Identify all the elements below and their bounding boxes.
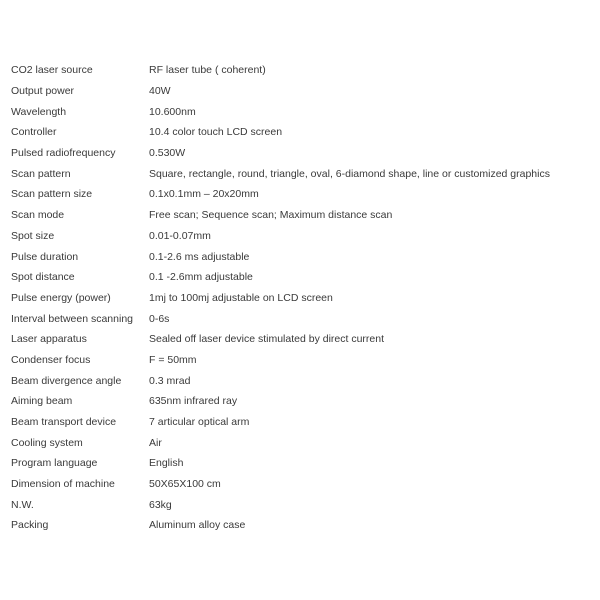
spec-row [11, 184, 591, 205]
spec-row [11, 350, 591, 371]
spec-label: Spot distance [11, 271, 75, 284]
spec-row [11, 226, 591, 247]
spec-label: Cooling system [11, 436, 83, 449]
spec-value: F = 50mm [149, 353, 197, 366]
spec-value: 0.3 mrad [149, 374, 191, 387]
spec-label: Controller [11, 126, 57, 139]
spec-value: 0-6s [149, 312, 170, 325]
spec-value: 50X65X100 cm [149, 478, 221, 491]
spec-row [11, 143, 591, 164]
spec-value: 0.1x0.1mm – 20x20mm [149, 188, 259, 201]
spec-value: Sealed off laser device stimulated by direct current [149, 333, 385, 346]
spec-row [11, 163, 591, 184]
spec-row [11, 474, 591, 495]
spec-row [11, 122, 591, 143]
spec-table-body [11, 60, 591, 536]
spec-value: 0.530W [149, 147, 186, 160]
spec-row [11, 453, 591, 474]
spec-label: Pulsed radiofrequency [11, 147, 116, 160]
spec-label: Beam transport device [11, 416, 117, 429]
spec-value: Air [149, 436, 162, 449]
spec-row [11, 370, 591, 391]
spec-label: Packing [11, 519, 49, 532]
spec-label: Scan pattern size [11, 188, 93, 201]
spec-value: 0.1-2.6 ms adjustable [149, 250, 250, 263]
spec-table [11, 60, 591, 536]
spec-label: Scan mode [11, 209, 65, 222]
spec-value: 10.4 color touch LCD screen [149, 126, 283, 139]
spec-label: Aiming beam [11, 395, 73, 408]
spec-label: N.W. [11, 498, 34, 511]
spec-row [11, 246, 591, 267]
spec-label: Spot size [11, 229, 55, 242]
spec-row [11, 494, 591, 515]
spec-label: Interval between scanning [11, 312, 133, 325]
spec-value: 1mj to 100mj adjustable on LCD screen [149, 291, 333, 304]
spec-value: 0.01-0.07mm [149, 229, 211, 242]
spec-label: Condenser focus [11, 353, 91, 366]
spec-value: 63kg [149, 498, 172, 511]
spec-row [11, 288, 591, 309]
spec-label: Scan pattern [11, 167, 71, 180]
spec-value: 635nm infrared ray [149, 395, 238, 408]
spec-row [11, 515, 591, 536]
spec-value: Aluminum alloy case [149, 519, 246, 532]
spec-label: Wavelength [11, 105, 67, 118]
spec-row [11, 432, 591, 453]
spec-value: English [149, 457, 184, 470]
spec-row [11, 412, 591, 433]
spec-row [11, 391, 591, 412]
spec-value: Free scan; Sequence scan; Maximum distance scan [149, 209, 393, 222]
spec-row [11, 267, 591, 288]
spec-label: CO2 laser source [11, 64, 93, 77]
spec-row [11, 60, 591, 81]
spec-row [11, 308, 591, 329]
spec-row [11, 329, 591, 350]
spec-label: Dimension of machine [11, 478, 115, 491]
spec-value: RF laser tube ( coherent) [149, 64, 266, 77]
spec-value: 40W [149, 85, 171, 98]
spec-value: Square, rectangle, round, triangle, oval, 6-diamond shape, line or customized graphics [149, 167, 550, 180]
spec-label: Beam divergence angle [11, 374, 122, 387]
spec-label: Output power [11, 85, 75, 98]
spec-value: 10.600nm [149, 105, 196, 118]
spec-value: 7 articular optical arm [149, 416, 250, 429]
spec-row [11, 205, 591, 226]
spec-row [11, 101, 591, 122]
spec-label: Program language [11, 457, 98, 470]
spec-value: 0.1 -2.6mm adjustable [149, 271, 253, 284]
spec-label: Laser apparatus [11, 333, 87, 346]
spec-label: Pulse energy (power) [11, 291, 111, 304]
spec-row [11, 81, 591, 102]
spec-label: Pulse duration [11, 250, 79, 263]
